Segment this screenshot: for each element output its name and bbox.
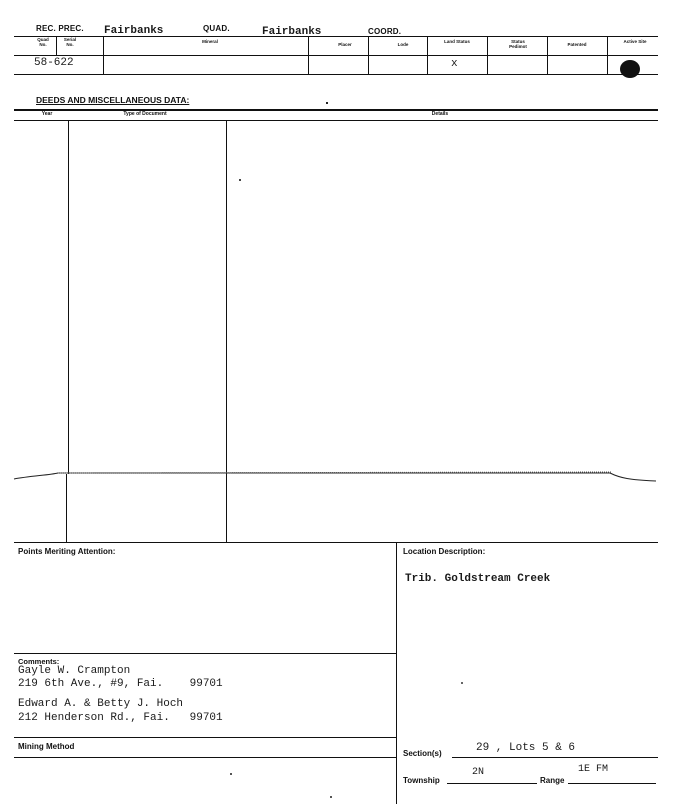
speck (230, 773, 232, 775)
coord-label: COORD. (368, 27, 402, 36)
rec-prec-label: REC. PREC. (36, 24, 84, 33)
col-active-site: Active Site (623, 39, 647, 44)
active-site-dot (620, 60, 640, 78)
land-status-value: x (451, 58, 458, 70)
quad-value: Fairbanks (262, 26, 322, 38)
location-value: Trib. Goldstream Creek (405, 573, 551, 585)
comment-line: Edward A. & Betty J. Hoch (18, 698, 184, 710)
grid-line (14, 542, 658, 543)
speck (326, 102, 328, 104)
col-lode: Lode (397, 42, 409, 47)
range-value: 1E FM (578, 764, 609, 775)
township-value: 2N (472, 767, 485, 778)
grid-line (14, 757, 396, 758)
township-label: Township (403, 776, 440, 785)
range-label: Range (540, 776, 565, 785)
col-land-status: Land Status (444, 39, 470, 44)
rec-prec-value: Fairbanks (104, 25, 164, 37)
grid-line (14, 120, 658, 121)
col-type: Type of Document (123, 111, 167, 117)
grid-line (14, 74, 658, 75)
col-placer: Placer (338, 42, 352, 47)
grid-line (14, 109, 658, 111)
quad-label: QUAD. (203, 24, 230, 33)
fold-line (0, 464, 678, 494)
grid-line (368, 36, 369, 74)
col-patented: Patented (567, 42, 587, 47)
points-label: Points Meriting Attention: (18, 547, 116, 556)
speck (461, 682, 463, 684)
col-quad-no: Quad No. (37, 37, 49, 47)
grid-line (14, 55, 658, 56)
comments-label: Comments: (18, 657, 60, 666)
grid-line (607, 36, 608, 74)
grid-line (14, 36, 658, 37)
grid-line (547, 36, 548, 74)
grid-line (487, 36, 488, 74)
speck (330, 796, 332, 798)
col-year: Year (41, 111, 53, 117)
quad-no-value: 58-622 (34, 57, 74, 69)
comment-line: 212 Henderson Rd., Fai. 99701 (18, 712, 223, 724)
deeds-title: DEEDS AND MISCELLANEOUS DATA: (36, 95, 190, 105)
col-serial-no: Serial No. (63, 37, 77, 47)
grid-line (56, 36, 57, 55)
grid-line (14, 653, 396, 654)
comment-line: Gayle W. Crampton (18, 665, 131, 677)
comment-line: 219 6th Ave., #9, Fai. 99701 (18, 678, 223, 690)
col-mineral: Mineral (202, 39, 218, 44)
grid-line (103, 36, 104, 74)
col-details: Details (431, 111, 449, 117)
grid-line (68, 120, 69, 474)
col-status-pedimot: Status Pedimot (509, 39, 527, 49)
section-underline (452, 757, 658, 758)
location-label: Location Description: (403, 547, 486, 556)
speck (239, 179, 241, 181)
mining-method-label: Mining Method (18, 742, 75, 751)
section-label: Section(s) (403, 749, 442, 758)
section-value: 29 , Lots 5 & 6 (476, 742, 576, 754)
grid-line (427, 36, 428, 74)
grid-line (308, 36, 309, 74)
grid-line (14, 737, 396, 738)
township-underline (447, 783, 537, 784)
grid-line (396, 542, 397, 804)
range-underline (568, 783, 656, 784)
